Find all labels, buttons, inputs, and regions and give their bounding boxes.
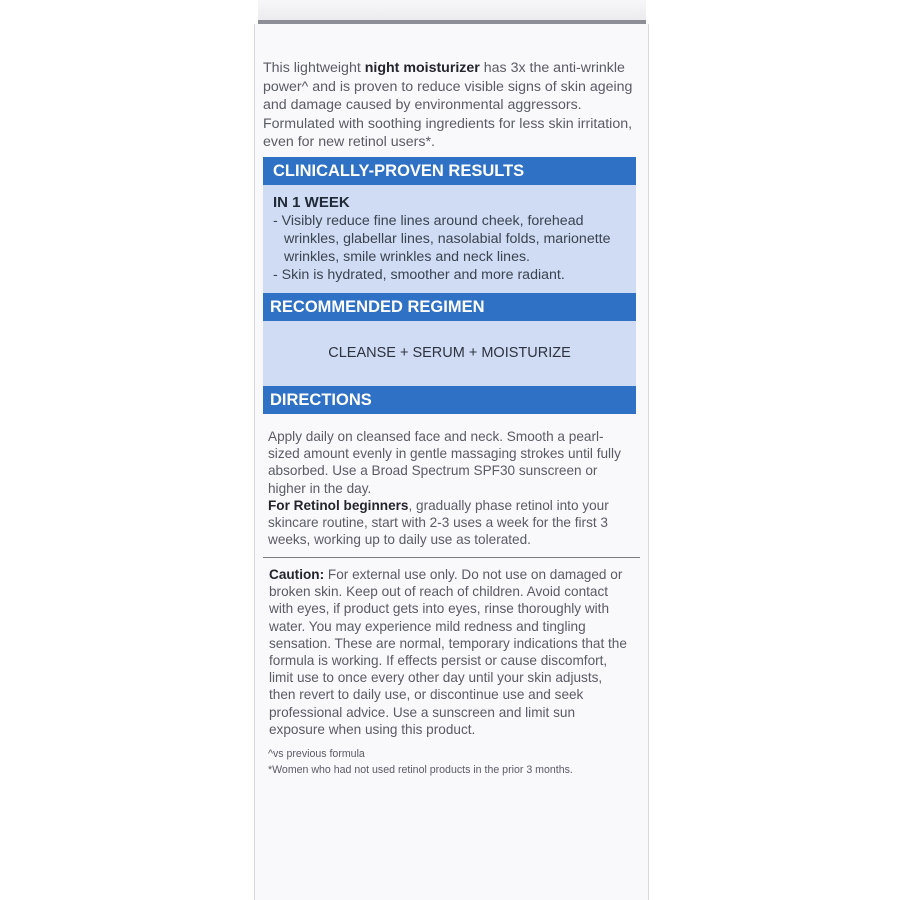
caution-paragraph [269,566,631,738]
beginners-text: , gradually phase retinol into your skincare routine, start with 2-3 uses a week for the first 3 weeks, working up to daily use as tolerated. [268,497,609,548]
footnote-asterisk: *Women who had not used retinol products in the prior 3 months. [268,764,573,776]
regimen-header: RECOMMENDED REGIMEN [263,293,636,321]
directions-paragraph [268,428,630,548]
results-item: - Skin is hydrated, smoother and more radiant. [273,267,565,283]
directions-text: Apply daily on cleansed face and neck. Smooth a pearl-sized amount evenly in gentle massaging strokes until fully absorbed. Use a Broad Spectrum SPF30 sunscreen or higher in the day. [268,429,621,496]
intro-text-end: has 3x the anti-wrinkle power^ and is proven to reduce visible signs of skin ageing and damage caused by environmental aggressors. Formulated with soothing ingredients for less skin irritation, even for new retinol users*. [263,60,633,150]
results-list [273,212,636,284]
section-divider [263,557,640,558]
regimen-text: CLEANSE + SERUM + MOISTURIZE [263,321,636,386]
results-panel [263,185,636,293]
intro-text-start: This lightweight [263,60,365,76]
caution-label: Caution: [269,567,325,582]
directions-header: DIRECTIONS [263,386,636,414]
footnote-caret: ^vs previous formula [268,748,365,760]
caution-text: For external use only. Do not use on damaged or broken skin. Keep out of reach of children. Avoid contact with eyes, if product gets into eyes, rinse thoroughly with water. You may experience mild redness and tingling sensation. These are normal, temporary indications that the formula is working. If effects persist or cause discomfort, limit use to once every other day until your skin adjusts, then revert to daily use, or discontinue use and seek professional advice. Use a sunscreen and limit sun exposure when using this product. [269,567,627,737]
results-header: CLINICALLY-PROVEN RESULTS [263,157,636,185]
box-top-flap [258,0,646,22]
week-title: IN 1 WEEK [273,194,350,211]
intro-product-name: night moisturizer [364,60,480,76]
intro-paragraph [263,59,635,152]
results-item: - Visibly reduce fine lines around cheek, forehead wrinkles, glabellar lines, nasolabial folds, marionette wrinkles, smile wrinkles and neck lines. [273,213,611,265]
beginners-label: For Retinol beginners [268,497,409,513]
